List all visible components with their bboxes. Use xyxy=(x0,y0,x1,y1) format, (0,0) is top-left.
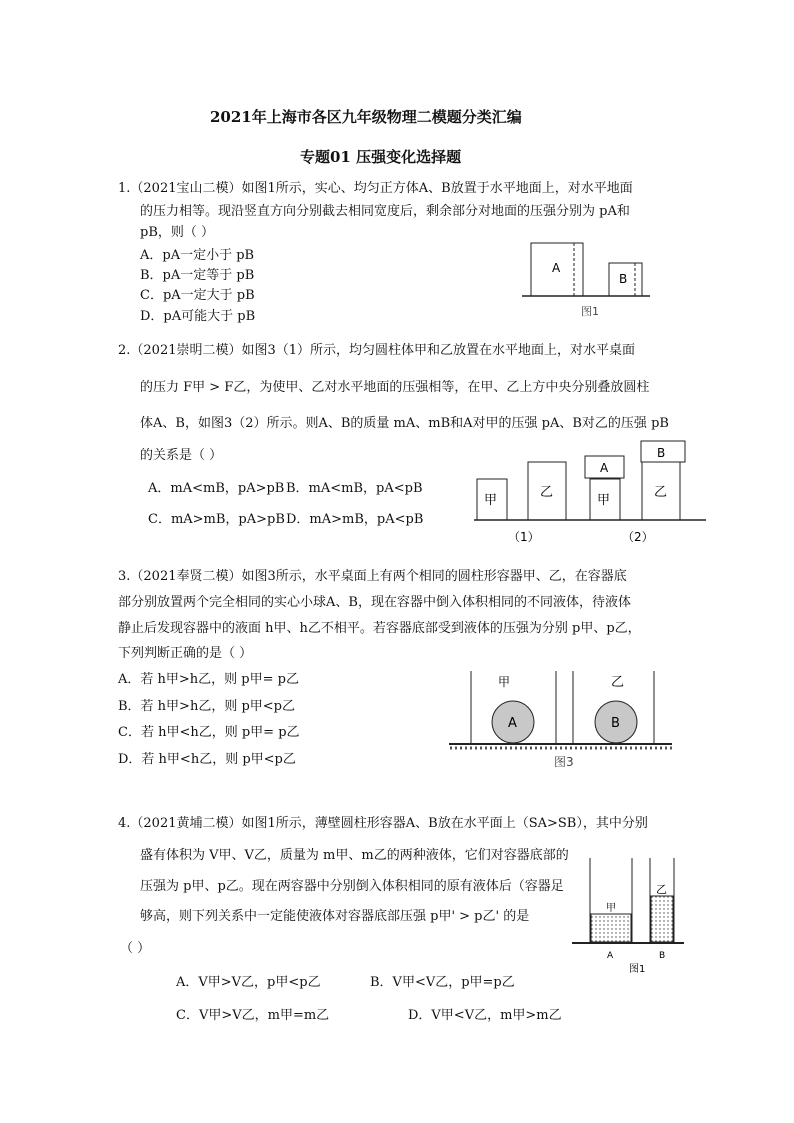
q1-fig-label-b: B xyxy=(619,272,628,286)
q1-line2: 的压力相等。现沿竖直方向分别截去相同宽度后，剩余部分对地面的压强分别为 pA和 xyxy=(140,204,630,219)
q1-fig-caption: 图1 xyxy=(581,305,599,318)
q4-option-d: D．V甲<V乙，m甲>m乙 xyxy=(408,1008,562,1023)
q4-fig-yi: 乙 xyxy=(656,883,667,896)
q1-figure xyxy=(518,240,654,320)
q2-line2: 的压力 F甲 > F乙，为使甲、乙对水平地面的压强相等，在甲、乙上方中央分别叠放圆柱 xyxy=(140,380,650,395)
q4-fig-jia: 甲 xyxy=(606,903,616,914)
q1-fig-label-a: A xyxy=(552,261,561,275)
q3-line4: 下列判断正确的是（ ） xyxy=(118,646,253,661)
q1-option-a: A．pA一定小于 pB xyxy=(140,248,255,263)
q2-option-a: A．mA<mB，pA>pB xyxy=(148,481,285,496)
q4-line5: （ ） xyxy=(120,941,151,956)
q3-option-a: A．若 h甲>h乙，则 p甲= p乙 xyxy=(118,672,299,687)
q2-line3: 体A、B，如图3（2）所示。则A、B的质量 mA、mB和A对甲的压强 pA、B对乙的压强 pB xyxy=(140,416,669,431)
q4-line1: 4.（2021黄埔二模）如图1所示，薄壁圆柱形容器A、B放在水平面上（SA>SB），其中分别 xyxy=(118,816,648,831)
page-title: 2021年上海市各区九年级物理二模题分类汇编 xyxy=(210,108,522,126)
q4-line4: 够高，则下列关系中一定能使液体对容器底部压强 p甲' > p乙' 的是 xyxy=(140,909,530,924)
q2-fig-cap2: （2） xyxy=(622,530,654,544)
q2-figure xyxy=(470,438,710,546)
q4-line2: 盛有体积为 V甲、V乙，质量为 m甲、m乙的两种液体，它们对容器底部的 xyxy=(140,848,569,863)
q1-option-b: B．pA一定等于 pB xyxy=(140,268,255,283)
q2-fig-cap1: （1） xyxy=(508,530,540,544)
q2-line1: 2.（2021崇明二模）如图3（1）所示，均匀圆柱体甲和乙放置在水平地面上，对水平桌面 xyxy=(118,343,636,358)
q3-line3: 静止后发现容器中的液面 h甲、h乙不相平。若容器底部受到液体的压强为分别 p甲、p乙， xyxy=(118,621,641,636)
q4-option-c: C．V甲>V乙，m甲=m乙 xyxy=(176,1008,330,1023)
q2-line4: 的关系是（ ） xyxy=(140,448,223,463)
q3-fig-jia: 甲 xyxy=(498,675,511,689)
page-subtitle: 专题01 压强变化选择题 xyxy=(300,148,462,166)
q2-option-c: C．mA>mB，pA>pB xyxy=(148,512,285,527)
q3-line2: 部分别放置两个完全相同的实心小球A、B，现在容器中倒入体积相同的不同液体，待液体 xyxy=(118,595,631,610)
q4-fig-a: A xyxy=(607,951,614,961)
q1-line1: 1.（2021宝山二模）如图1所示，实心、均匀正方体A、B放置于水平地面上，对水平地面 xyxy=(118,181,633,196)
q3-figure xyxy=(446,665,676,775)
q3-option-c: C．若 h甲<h乙，则 p甲= p乙 xyxy=(118,725,300,740)
q3-line1: 3.（2021奉贤二模）如图3所示，水平桌面上有两个相同的圆柱形容器甲、乙，在容器底 xyxy=(118,569,627,584)
q4-fig-b: B xyxy=(659,951,666,961)
q2-fig-b: B xyxy=(657,446,666,460)
q3-fig-yi: 乙 xyxy=(611,675,625,690)
q1-option-c: C．pA一定大于 pB xyxy=(140,288,255,303)
q3-fig-a: A xyxy=(508,716,517,731)
q2-fig-jia1: 甲 xyxy=(484,493,498,508)
q3-fig-b: B xyxy=(611,716,620,731)
q4-option-a: A．V甲>V乙，p甲<p乙 xyxy=(176,975,321,990)
q4-line3: 压强为 p甲、p乙。现在两容器中分别倒入体积相同的原有液体后（容器足 xyxy=(140,879,564,894)
q3-option-b: B．若 h甲>h乙，则 p甲<p乙 xyxy=(118,699,295,714)
q4-fig-caption: 图1 xyxy=(629,964,646,975)
q4-figure xyxy=(570,855,688,980)
q2-option-d: D．mA>mB，pA<pB xyxy=(286,512,424,527)
q3-fig-caption: 图3 xyxy=(554,755,574,769)
q1-line3: pB，则（ ） xyxy=(140,225,215,240)
q4-option-b: B．V甲<V乙，p甲=p乙 xyxy=(370,975,515,990)
q2-fig-jia2: 甲 xyxy=(597,493,611,508)
q2-fig-yi1: 乙 xyxy=(540,485,554,500)
q3-option-d: D．若 h甲<h乙，则 p甲<p乙 xyxy=(118,752,296,767)
q1-option-d: D．pA可能大于 pB xyxy=(140,309,256,324)
q2-option-b: B．mA<mB，pA<pB xyxy=(286,481,423,496)
q2-fig-a: A xyxy=(600,461,609,475)
q2-fig-yi2: 乙 xyxy=(654,485,668,500)
